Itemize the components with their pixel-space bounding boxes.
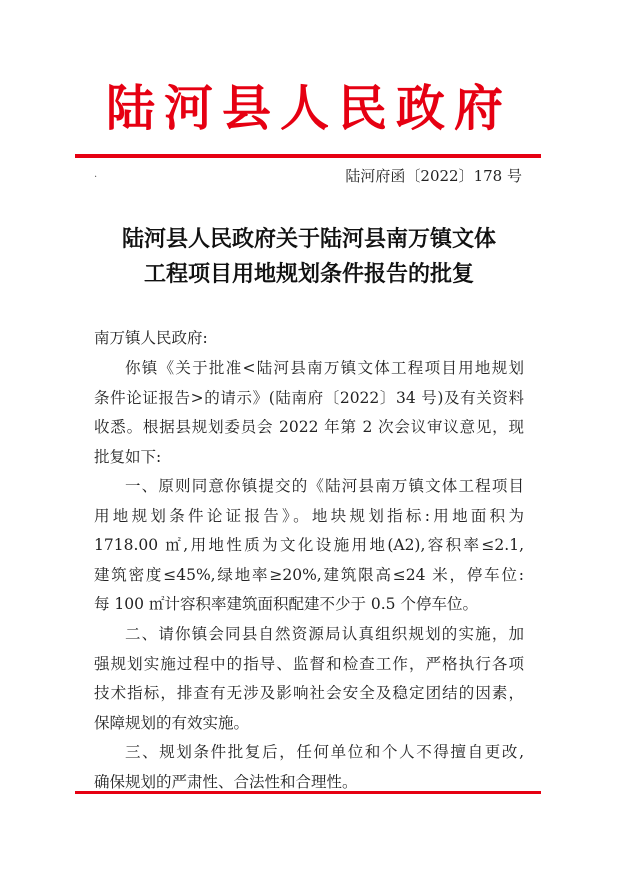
paragraph-line: 收悉。根据县规划委员会 2022 年第 2 次会议审议意见，现: [94, 418, 524, 437]
paragraph-4: [94, 738, 524, 797]
document-title-line-2: 工程项目用地规划条件报告的批复: [143, 262, 474, 287]
addressee: 南万镇人民政府:: [94, 329, 208, 347]
margin-mark: .: [94, 169, 98, 180]
paragraph-line: 技术指标，排查有无涉及影响社会安全及稳定团结的因素，: [94, 684, 524, 703]
document-number: 陆河府函〔2022〕178 号: [345, 167, 522, 185]
masthead-top-rule: [75, 154, 541, 158]
paragraph-line: 一、原则同意你镇提交的《陆河县南万镇文体工程项目: [125, 477, 524, 495]
paragraph-line: 你镇《关于批准<陆河县南万镇文体工程项目用地规划: [125, 359, 524, 377]
document-title-line-1: 陆河县人民政府关于陆河县南万镇文体: [121, 227, 496, 252]
paragraph-line: 1718.00 ㎡,用地性质为文化设施用地(A2),容积率≤2.1,: [94, 536, 524, 555]
paragraph-3: [94, 620, 524, 738]
paragraph-line: 保障规划的有效实施。: [94, 713, 250, 732]
paragraph-line: 条件论证报告>的请示》(陆南府〔2022〕34 号)及有关资料: [94, 388, 524, 407]
paragraph-line: 二、请你镇会同县自然资源局认真组织规划的实施，加: [125, 625, 524, 643]
paragraph-1: [94, 354, 524, 472]
paragraph-line: 建筑密度≤45%,绿地率≥20%,建筑限高≤24 米，停车位:: [94, 565, 524, 584]
paragraph-line: 确保规划的严肃性、合法性和合理性。: [94, 772, 358, 791]
paragraph-line: 批复如下:: [94, 447, 162, 466]
paragraph-line: 每 100 ㎡计容积率建筑面积配建不少于 0.5 个停车位。: [94, 595, 478, 614]
paragraph-2: [94, 472, 524, 620]
paragraph-line: 三、规划条件批复后，任何单位和个人不得擅自更改,: [125, 743, 524, 761]
masthead-org-name: 陆河县人民政府: [105, 79, 512, 137]
footer-rule: [75, 791, 541, 794]
paragraph-line: 强规划实施过程中的指导、监督和检查工作，严格执行各项: [94, 654, 524, 673]
paragraph-line: 用地规划条件论证报告》。地块规划指标:用地面积为: [94, 506, 524, 525]
